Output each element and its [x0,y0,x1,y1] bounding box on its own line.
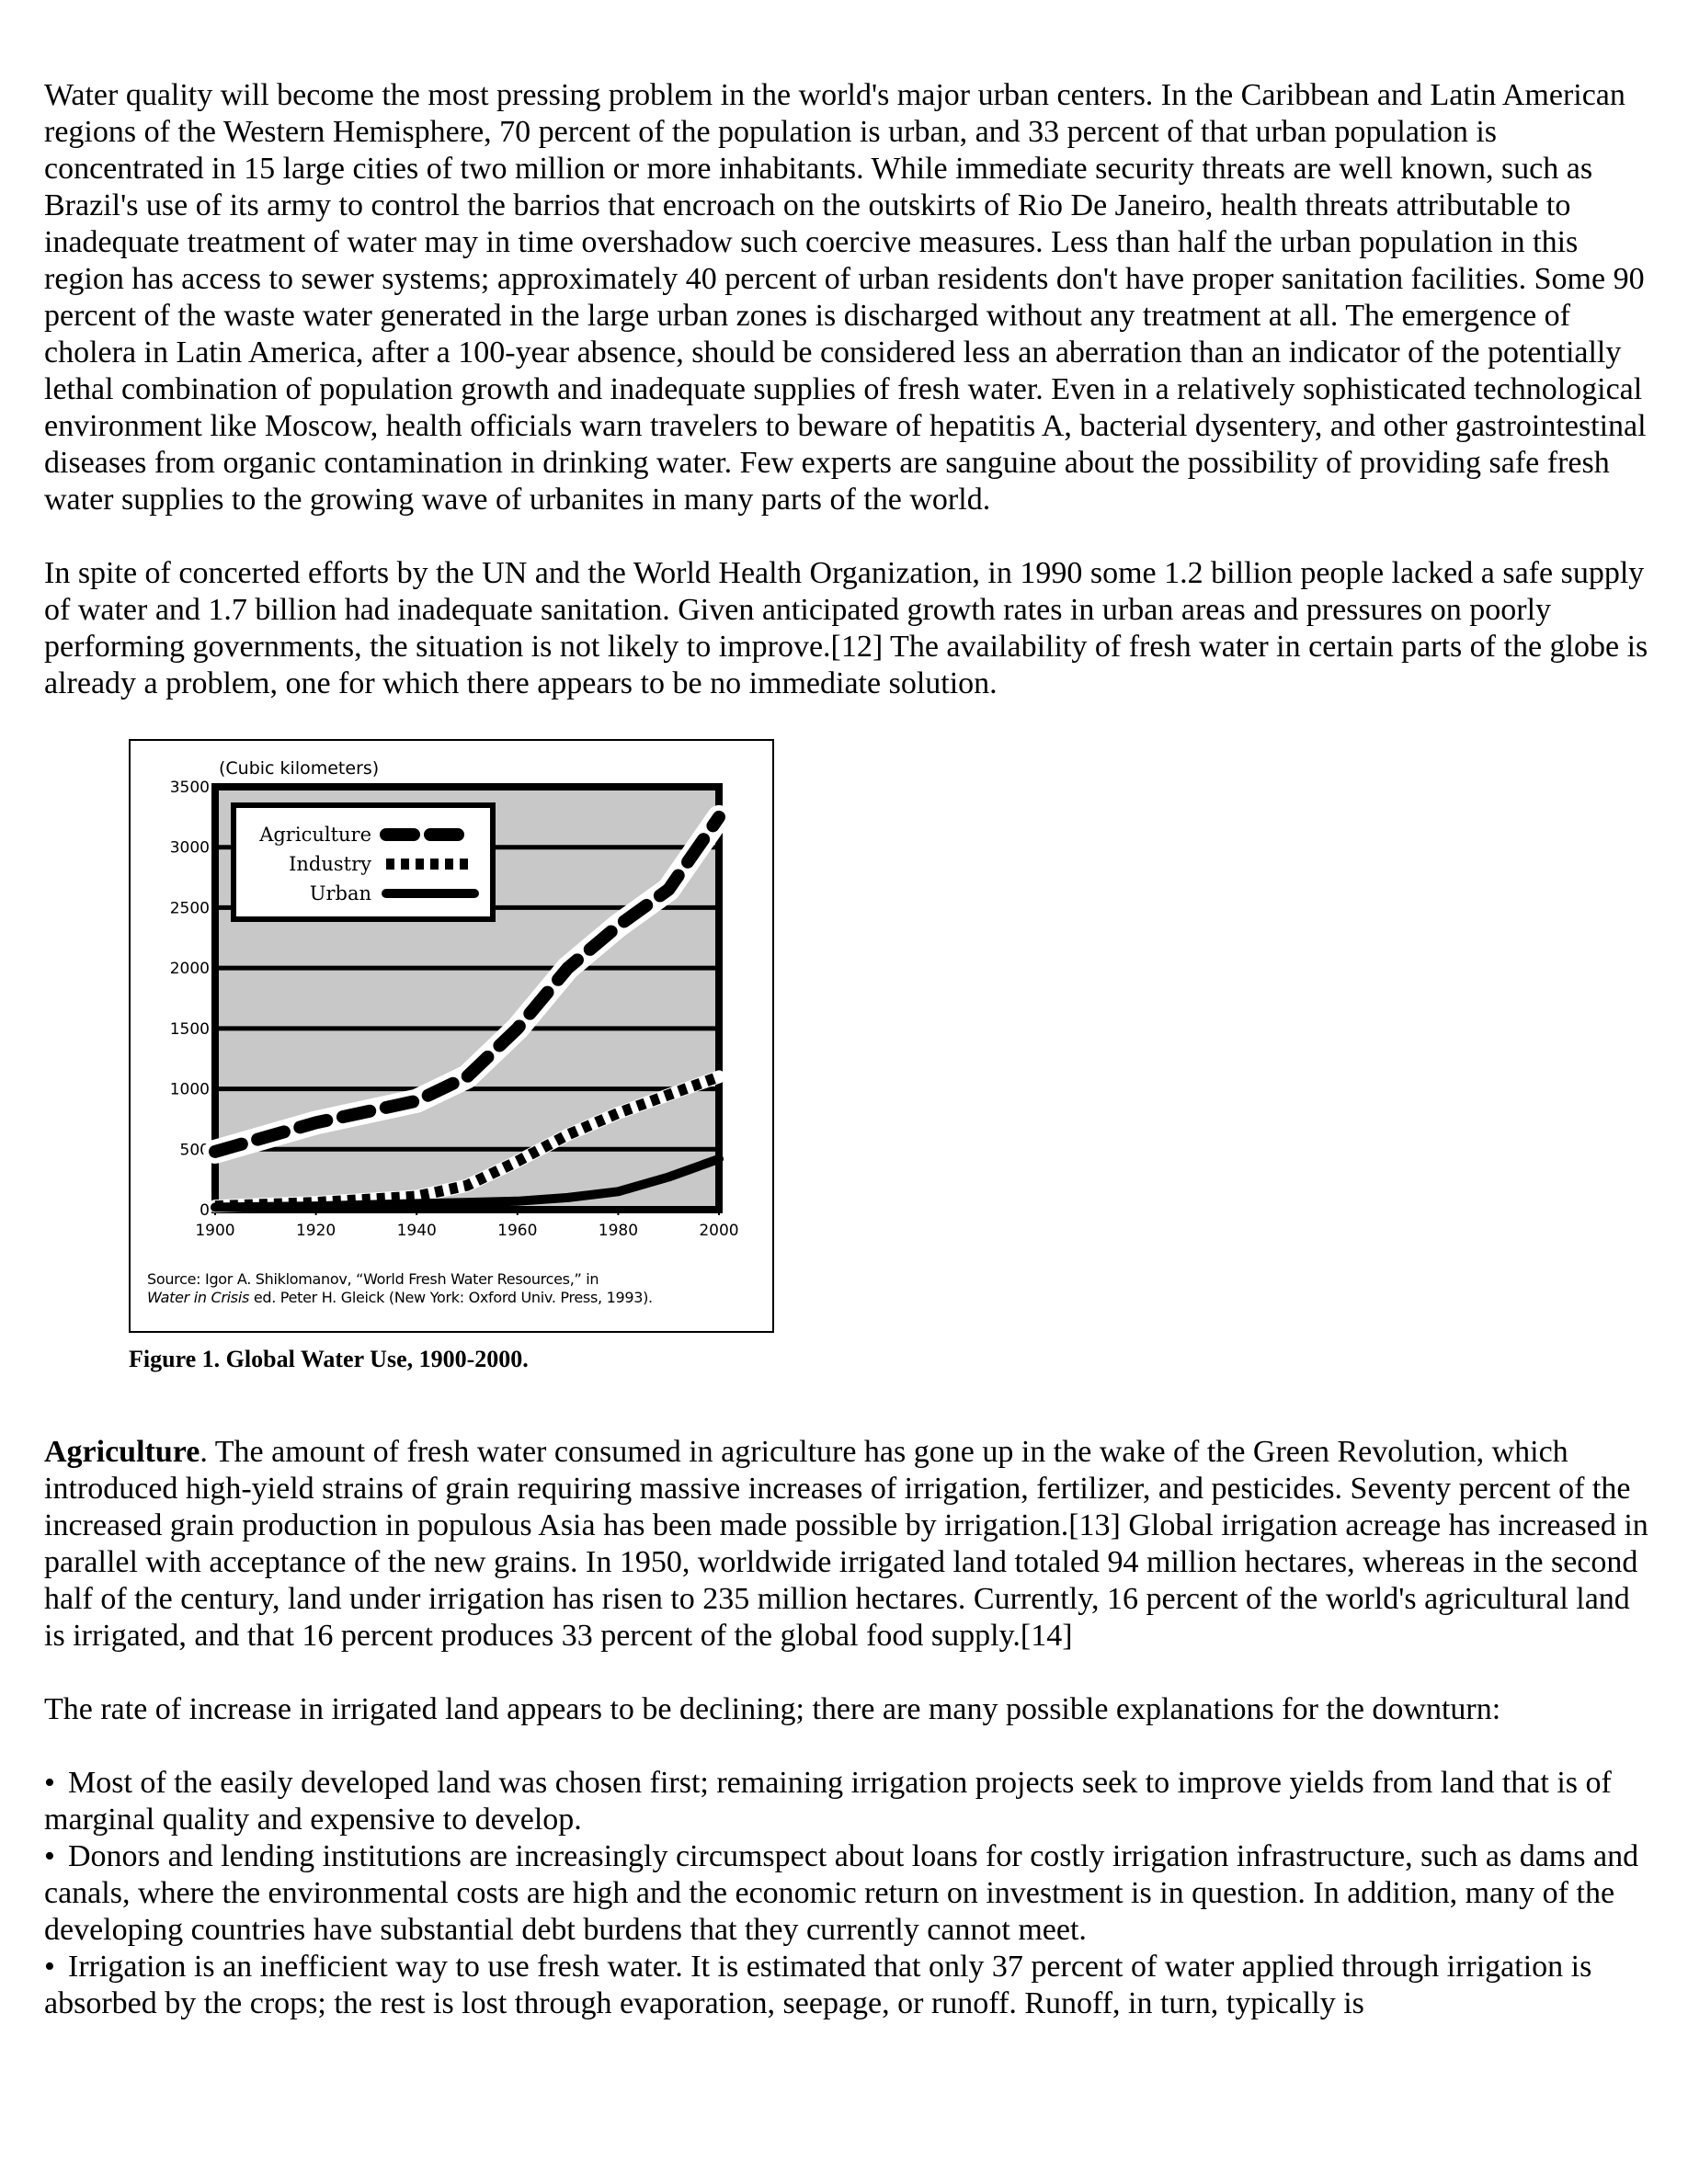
legend-label: Urban [309,882,371,904]
list-item-text: Irrigation is an inefficient way to use fresh water. It is estimated that only 37 percent of water applied through irrigation is absorbed by the crops; the rest is lost through evaporation, seepage, or runoff. Runoff, in turn, typically is [44,1950,1592,2020]
agriculture-text: . The amount of fresh water consumed in agriculture has gone up in the wake of the Green Revolution, which introduced high-yield strains of grain requiring massive increases of irrigation, fertilizer, and pesticides. Seventy percent of the increased grain production in populous Asia has been made possible by irrigation.[13] Global irrigation acreage has increased in parallel with acceptance of the new grains. In 1950, worldwide irrigated land totaled 94 million hectares, whereas in the second half of the century, land under irrigation has risen to 235 million hectares. Currently, 16 percent of the world's agricultural land is irrigated, and that 16 percent produces 33 percent of the global food supply.[14] [44,1435,1648,1653]
source-book-title: Water in Crisis [147,1289,250,1306]
source-line-2: ed. Peter H. Gleick (New York: Oxford Univ. Press, 1993). [249,1289,653,1306]
y-tick-label: 3000 [169,838,210,858]
y-tick-label: 2000 [169,960,210,979]
agriculture-heading: Agriculture [44,1435,200,1469]
y-tick-label: 1000 [169,1080,210,1099]
list-item [44,1765,1653,1838]
water-use-chart [131,741,772,1331]
paragraph-irrigation-decline: The rate of increase in irrigated land appears to be declining; there are many possible explanations for the downturn: [44,1692,1501,1726]
document-page [44,77,1653,2022]
figure-caption: Figure 1. Global Water Use, 1900-2000. [129,1346,529,1372]
bullet-glyph: • [44,1766,55,1800]
legend-label: Industry [289,853,371,875]
source-line-1: Source: Igor A. Shiklomanov, “World Fresh Water Resources,” in [147,1270,599,1288]
bullet-glyph: • [44,1839,55,1873]
x-tick-label: 1900 [195,1222,235,1240]
paragraph-water-quality: Water quality will become the most pressing problem in the world's major urban centers. In the Caribbean and Latin American regions of the Western Hemisphere, 70 percent of the population is urban, and 33 percent of that urban population is concentrated in 15 large cities of two million or more inhabitants. While immediate security threats are well known, such as Brazil's use of its army to control the barrios that encroach on the outskirts of Rio De Janeiro, health threats attributable to inadequate treatment of water may in time overshadow such coercive measures. Less than half the urban population in this region has access to sewer systems; approximately 40 percent of urban residents don't have proper sanitation facilities. Some 90 percent of the waste water generated in the large urban zones is discharged without any treatment at all. The emergence of cholera in Latin America, after a 100-year absence, should be considered less an aberration than an indicator of the potentially lethal combination of population growth and inadequate supplies of fresh water. Even in a relatively sophisticated technological environment like Moscow, health officials warn travelers to beware of hepatitis A, bacterial dysentery, and other gastrointestinal diseases from organic contamination in drinking water. Few experts are sanguine about the possibility of providing safe fresh water supplies to the growing wave of urbanites in many parts of the world. [44,78,1647,517]
y-tick-label: 500 [179,1141,210,1160]
list-item-text: Donors and lending institutions are increasingly circumspect about loans for costly irrigation infrastructure, such as dams and canals, where the environmental costs are high and the economic return on investment is in question. In addition, many of the developing countries have substantial debt burdens that they currently cannot meet. [44,1839,1639,1947]
figure-global-water-use [44,739,1653,1401]
bullet-glyph: • [44,1950,55,1984]
chart-frame [129,739,774,1333]
chart-source-note [147,1270,763,1307]
y-axis-label: (Cubic kilometers) [219,758,380,779]
paragraph-un-efforts: In spite of concerted efforts by the UN and the World Health Organization, in 1990 some 1.2 billion people lacked a safe supply of water and 1.7 billion had inadequate sanitation. Given anticipated growth rates in urban areas and pressures on poorly performing governments, the situation is not likely to improve.[12] The availability of fresh water in certain parts of the globe is already a problem, one for which there appears to be no immediate solution. [44,556,1648,700]
y-tick-label: 1500 [169,1019,210,1039]
paragraph-agriculture [44,1434,1653,1655]
x-tick-label: 1940 [396,1222,437,1240]
x-tick-label: 1980 [598,1222,639,1240]
y-tick-label: 0 [200,1201,210,1220]
x-tick-label: 1960 [497,1222,538,1240]
x-tick-label: 2000 [699,1222,739,1240]
y-tick-label: 3500 [169,779,210,797]
explanations-list [44,1765,1653,2022]
legend-label: Agriculture [259,824,371,846]
list-item [44,1838,1653,1949]
list-item [44,1949,1653,2022]
x-tick-label: 1920 [295,1222,336,1240]
y-tick-label: 2500 [169,899,210,918]
list-item-text: Most of the easily developed land was chosen first; remaining irrigation projects seek to improve yields from land that is of marginal quality and expensive to develop. [44,1766,1612,1837]
